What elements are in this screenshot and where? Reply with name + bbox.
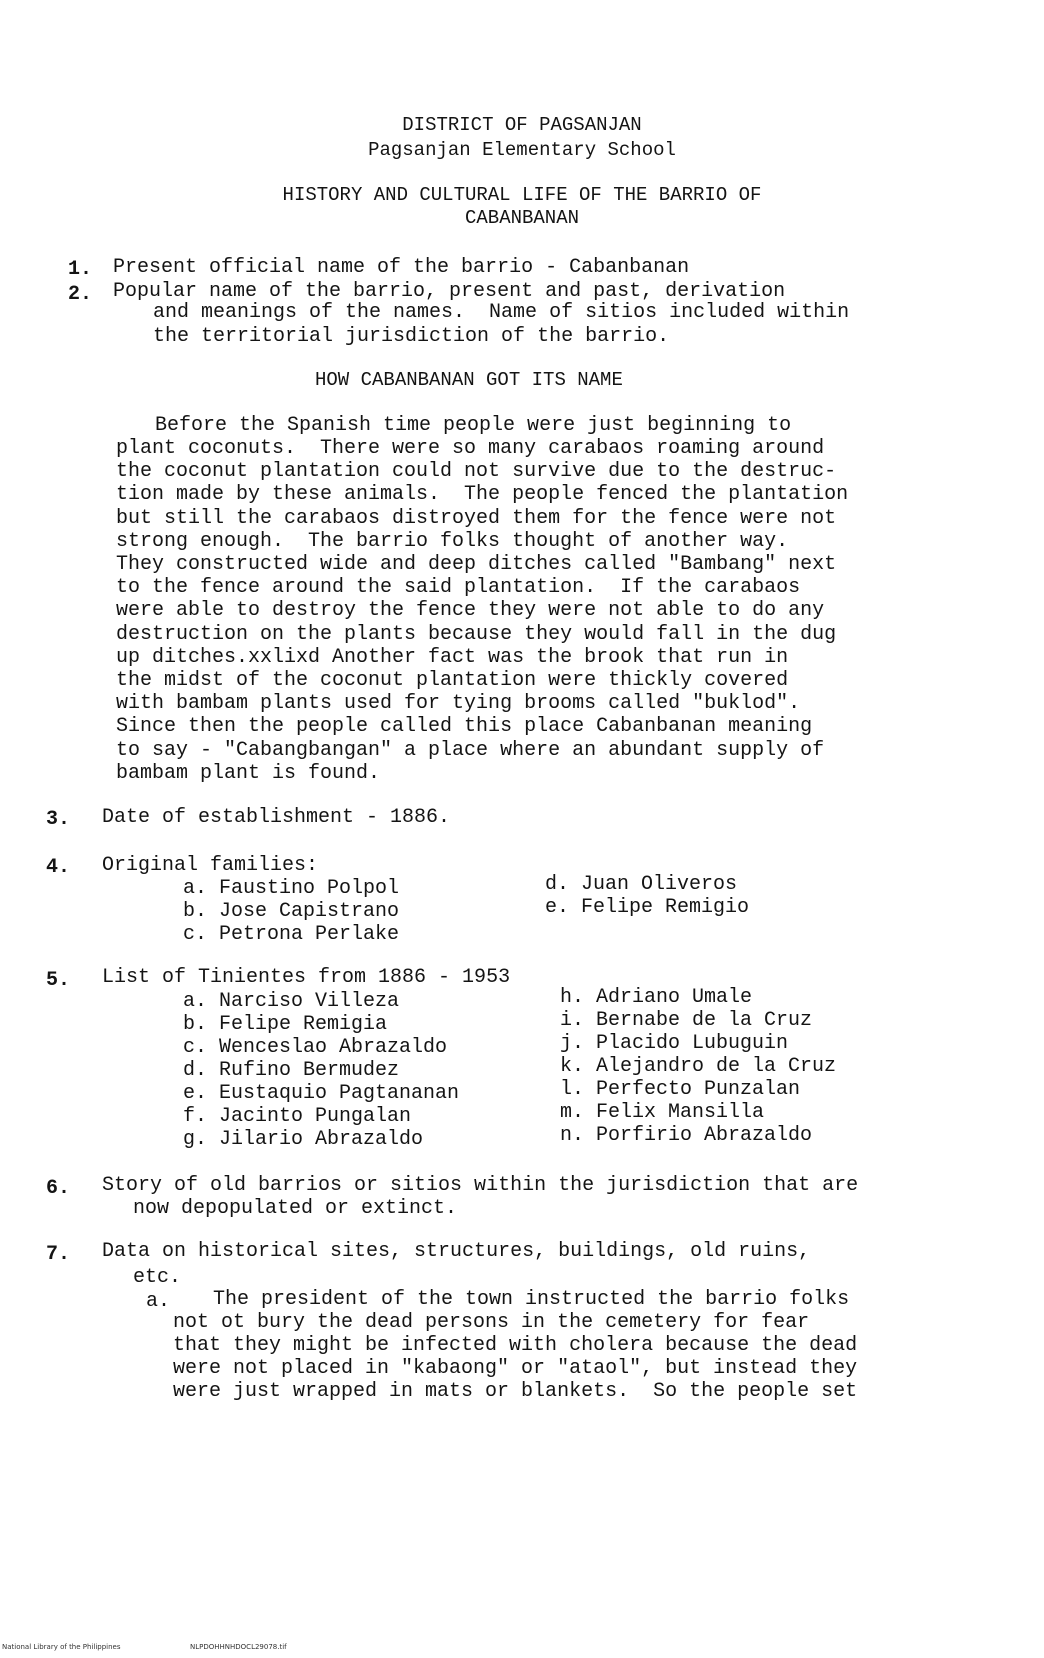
item-7a-label: a.: [146, 1290, 171, 1313]
item-3-number: 3.: [46, 808, 71, 831]
footer-file-name: NLPDOHHNHDOCL29078.tif: [190, 1643, 287, 1651]
item-1-text: Present official name of the barrio - Cabanbanan: [113, 256, 690, 279]
item-1-number: 1.: [68, 258, 93, 281]
teniente-list-item: f. Jacinto Pungalan: [183, 1105, 412, 1128]
teniente-list-item: k. Alejandro de la Cruz: [560, 1055, 837, 1078]
story-line: plant coconuts. There were so many carabaos roaming around: [116, 437, 825, 460]
teniente-list-item: a. Narciso Villeza: [183, 990, 400, 1013]
item-2-line-3: the territorial jurisdiction of the barrio.: [153, 325, 670, 348]
family-list-item: d. Juan Oliveros: [545, 873, 738, 896]
story-line: They constructed wide and deep ditches called "Bambang" next: [116, 553, 837, 576]
story-line: strong enough. The barrio folks thought of another way.: [116, 530, 789, 553]
story-line: Before the Spanish time people were just beginning to: [155, 414, 792, 437]
story-line: with bambam plants used for tying brooms called "buklod".: [116, 692, 801, 715]
item-7a-line: not ot bury the dead persons in the cemetery for fear: [173, 1311, 810, 1334]
story-line: but still the carabaos distroyed them for the fence were not: [116, 507, 837, 530]
family-list-item: c. Petrona Perlake: [183, 923, 400, 946]
family-list-item: e. Felipe Remigio: [545, 896, 750, 919]
item-2-line-2: and meanings of the names. Name of sitios included within: [153, 301, 850, 324]
teniente-list-item: l. Perfecto Punzalan: [560, 1078, 801, 1101]
story-line: Since then the people called this place Cabanbanan meaning: [116, 715, 813, 738]
teniente-list-item: c. Wenceslao Abrazaldo: [183, 1036, 448, 1059]
footer-library-name: National Library of the Philippines: [2, 1643, 121, 1651]
teniente-list-item: h. Adriano Umale: [560, 986, 753, 1009]
item-5-text: List of Tinientes from 1886 - 1953: [102, 966, 511, 989]
story-line: the coconut plantation could not survive due to the destruc-: [116, 460, 837, 483]
family-list-item: b. Jose Capistrano: [183, 900, 400, 923]
teniente-list-item: n. Porfirio Abrazaldo: [560, 1124, 813, 1147]
teniente-list-item: i. Bernabe de la Cruz: [560, 1009, 813, 1032]
item-6-number: 6.: [46, 1177, 71, 1200]
family-list-item: a. Faustino Polpol: [183, 877, 400, 900]
story-line: bambam plant is found.: [116, 762, 381, 785]
item-7-number: 7.: [46, 1243, 71, 1266]
item-7-line-2: etc.: [133, 1266, 182, 1289]
item-3-text: Date of establishment - 1886.: [102, 806, 451, 829]
teniente-list-item: e. Eustaquio Pagtananan: [183, 1082, 460, 1105]
item-4-text: Original families:: [102, 854, 319, 877]
item-7a-line: were not placed in "kabaong" or "ataol", but instead they: [173, 1357, 858, 1380]
item-6-line-2: now depopulated or extinct.: [133, 1197, 458, 1220]
story-line: the midst of the coconut plantation were thickly covered: [116, 669, 789, 692]
story-line: tion made by these animals. The people fenced the plantation: [116, 483, 849, 506]
school-name: Pagsanjan Elementary School: [368, 139, 676, 161]
section-heading-how-cabanbanan: HOW CABANBANAN GOT ITS NAME: [315, 369, 623, 391]
story-line: were able to destroy the fence they were not able to do any: [116, 599, 825, 622]
teniente-list-item: j. Placido Lubuguin: [560, 1032, 789, 1055]
story-line: up ditches.xxlixd Another fact was the brook that run in: [116, 646, 789, 669]
item-7a-line: were just wrapped in mats or blankets. So the people set: [173, 1380, 858, 1403]
teniente-list-item: d. Rufino Bermudez: [183, 1059, 400, 1082]
item-4-number: 4.: [46, 856, 71, 879]
story-line: destruction on the plants because they would fall in the dug: [116, 623, 837, 646]
item-2-line-1: Popular name of the barrio, present and past, derivation: [113, 280, 786, 303]
title-line-1: HISTORY AND CULTURAL LIFE OF THE BARRIO OF: [282, 184, 762, 206]
teniente-list-item: m. Felix Mansilla: [560, 1101, 765, 1124]
story-line: to say - "Cabangbangan" a place where an abundant supply of: [116, 739, 825, 762]
district-heading: DISTRICT OF PAGSANJAN: [402, 114, 642, 136]
teniente-list-item: b. Felipe Remigia: [183, 1013, 388, 1036]
item-6-line-1: Story of old barrios or sitios within the jurisdiction that are: [102, 1174, 859, 1197]
title-line-2: CABANBANAN: [464, 207, 580, 229]
item-7a-line: that they might be infected with cholera because the dead: [173, 1334, 858, 1357]
item-5-number: 5.: [46, 969, 71, 992]
teniente-list-item: g. Jilario Abrazaldo: [183, 1128, 424, 1151]
item-2-number: 2.: [68, 283, 93, 306]
story-line: to the fence around the said plantation. If the carabaos: [116, 576, 801, 599]
item-7-line-1: Data on historical sites, structures, buildings, old ruins,: [102, 1240, 811, 1263]
item-7a-line: The president of the town instructed the barrio folks: [213, 1288, 850, 1311]
